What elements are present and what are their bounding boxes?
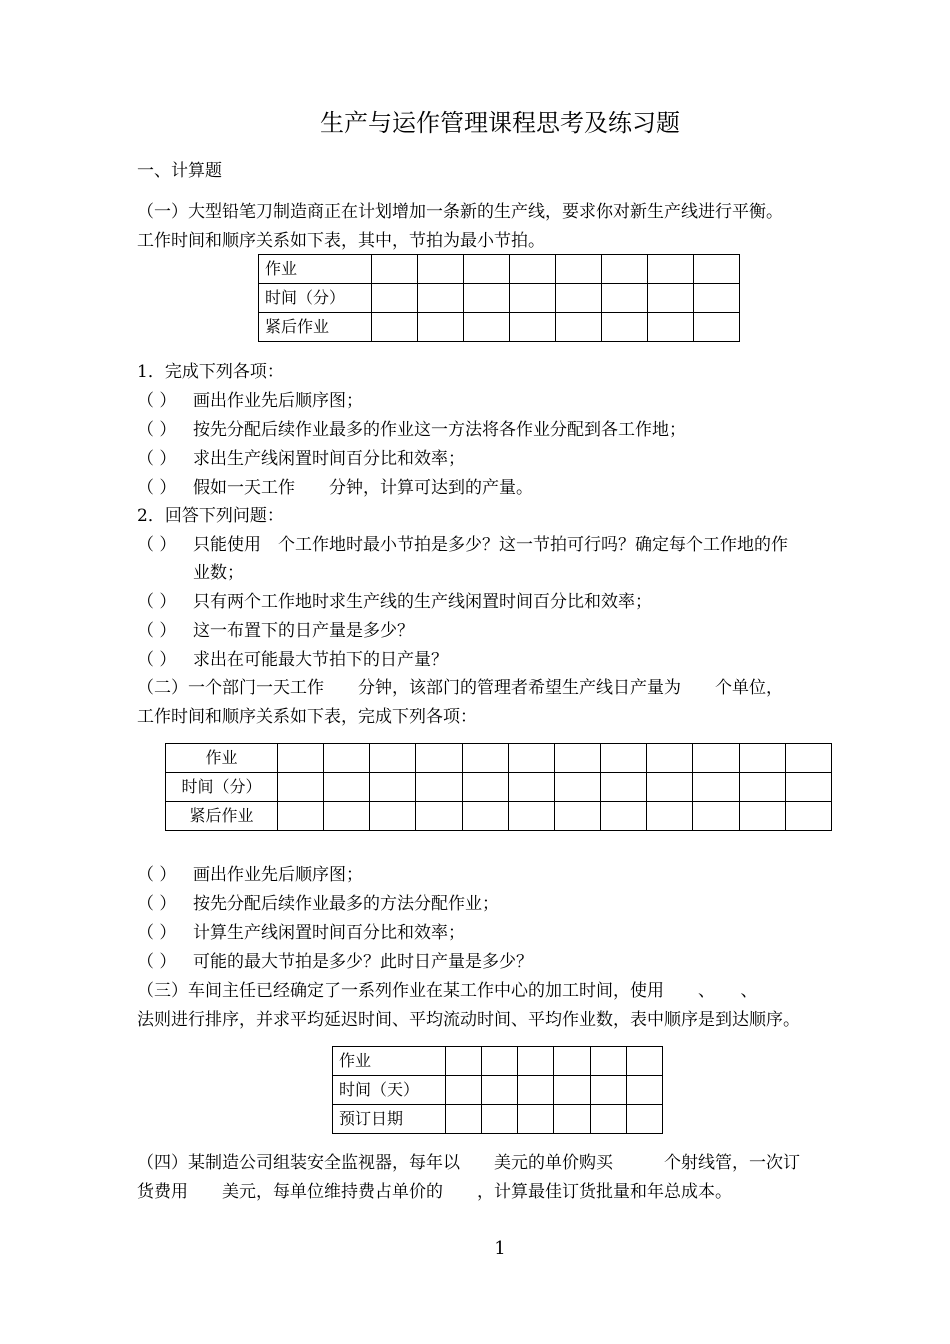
q4-line-1: （四）某制造公司组装安全监视器，每年以 美元的单价购买 个射线管，一次订 xyxy=(137,1153,800,1173)
table-row xyxy=(259,313,740,342)
list-item-mark: （ ） xyxy=(137,952,177,972)
q2-table xyxy=(165,743,832,831)
list-item: 画出作业先后顺序图； xyxy=(193,391,363,411)
list-item-mark: （ ） xyxy=(137,865,177,885)
q2-line-1: （二）一个部门一天工作 分钟，该部门的管理者希望生产线日产量为 个单位， xyxy=(137,678,783,698)
table-row-label: 紧后作业 xyxy=(166,802,278,831)
list-item-mark: （ ） xyxy=(137,923,177,943)
list-item: 按先分配后续作业最多的方法分配作业； xyxy=(193,894,499,914)
table-row-label: 紧后作业 xyxy=(259,313,372,342)
table-row xyxy=(259,284,740,313)
table-row xyxy=(166,744,832,773)
q3-line-2: 法则进行排序，并求平均延迟时间、平均流动时间、平均作业数，表中顺序是到达顺序。 xyxy=(137,1010,800,1030)
table-row-label: 时间（分） xyxy=(259,284,372,313)
q3-table xyxy=(332,1046,663,1134)
list-item-mark: （ ） xyxy=(137,478,177,498)
table-row xyxy=(333,1047,663,1076)
q1-part1-heading: 1．完成下列各项： xyxy=(137,362,284,382)
list-item-mark: （ ） xyxy=(137,449,177,469)
table-row xyxy=(166,773,832,802)
q1-line-2: 工作时间和顺序关系如下表，其中，节拍为最小节拍。 xyxy=(137,231,545,251)
table-row-label: 时间（天） xyxy=(333,1076,446,1105)
list-item: 求出生产线闲置时间百分比和效率； xyxy=(193,449,465,469)
list-item-mark: （ ） xyxy=(137,391,177,411)
table-row-label: 作业 xyxy=(333,1047,446,1076)
table-row xyxy=(333,1076,663,1105)
table-row-label: 预订日期 xyxy=(333,1105,446,1134)
list-item: 只能使用 个工作地时最小节拍是多少？这一节拍可行吗？确定每个工作地的作 xyxy=(193,535,788,555)
table-row xyxy=(259,255,740,284)
list-item-mark: （ ） xyxy=(137,621,177,641)
list-item-mark: （ ） xyxy=(137,592,177,612)
list-item-continuation: 业数； xyxy=(193,563,244,583)
table-row-label: 作业 xyxy=(166,744,278,773)
list-item-mark: （ ） xyxy=(137,650,177,670)
q1-table xyxy=(258,254,740,342)
list-item-mark: （ ） xyxy=(137,420,177,440)
section-heading: 一、计算题 xyxy=(137,161,222,181)
q2-line-2: 工作时间和顺序关系如下表，完成下列各项： xyxy=(137,707,477,727)
list-item: 画出作业先后顺序图； xyxy=(193,865,363,885)
list-item: 假如一天工作 分钟，计算可达到的产量。 xyxy=(193,478,533,498)
list-item: 计算生产线闲置时间百分比和效率； xyxy=(193,923,465,943)
table-row xyxy=(166,802,832,831)
table-row-label: 作业 xyxy=(259,255,372,284)
list-item: 这一布置下的日产量是多少？ xyxy=(193,621,414,641)
q4-line-2: 货费用 美元，每单位维持费占单价的 ，计算最佳订货批量和年总成本。 xyxy=(137,1182,732,1202)
table-row-label: 时间（分） xyxy=(166,773,278,802)
list-item: 只有两个工作地时求生产线的生产线闲置时间百分比和效率； xyxy=(193,592,652,612)
list-item: 可能的最大节拍是多少？此时日产量是多少？ xyxy=(193,952,533,972)
page-number: 1 xyxy=(494,1238,506,1259)
page-title: 生产与运作管理课程思考及练习题 xyxy=(320,109,680,137)
q1-line-1: （一）大型铅笔刀制造商正在计划增加一条新的生产线，要求你对新生产线进行平衡。 xyxy=(137,202,783,222)
list-item: 按先分配后续作业最多的作业这一方法将各作业分配到各工作地； xyxy=(193,420,686,440)
list-item-mark: （ ） xyxy=(137,894,177,914)
q1-part2-heading: 2．回答下列问题： xyxy=(137,506,284,526)
list-item: 求出在可能最大节拍下的日产量？ xyxy=(193,650,448,670)
q3-line-1: （三）车间主任已经确定了一系列作业在某工作中心的加工时间，使用 、 、 xyxy=(137,981,758,1001)
table-row xyxy=(333,1105,663,1134)
list-item-mark: （ ） xyxy=(137,535,177,555)
